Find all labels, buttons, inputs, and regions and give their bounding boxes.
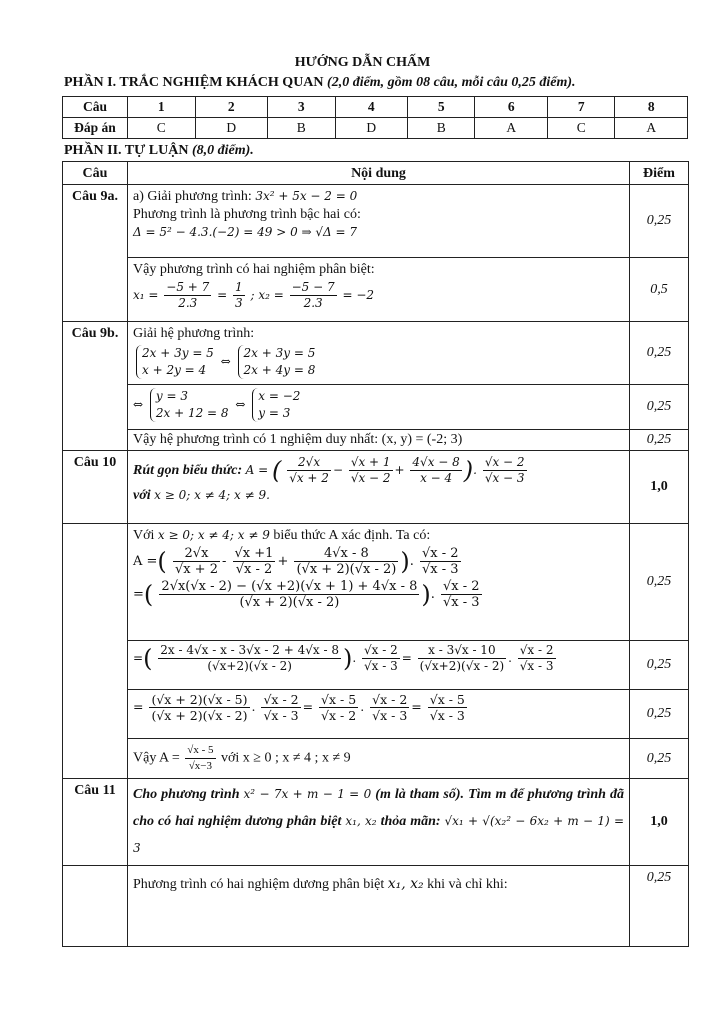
q10-expression: A = ( $\frac{2√x}{√x + 2}$ − $\frac{√x + 1}{√x - 2}$ + $\frac{4√x - 8}{x - 4}$ ). $\frac{√x - 2}{√x - 3}$ <box>245 455 525 485</box>
sys2-eq1: 2x + 3y = 5 <box>243 346 316 360</box>
x1-num: −5 + 7 <box>166 280 210 295</box>
frac-den: (√x+2)(√x - 2) <box>207 659 292 673</box>
equiv-symbol: ⇔ <box>220 354 231 369</box>
q9a-step2 <box>128 258 630 322</box>
q11-prompt <box>128 779 630 866</box>
frac-den: √x - 3 <box>421 562 459 577</box>
q10-step2 <box>128 641 630 690</box>
q10-s1-line2: =( $\frac{2√x(√x - 2) - (√x +2)(√x + 1) + 4√x - 8}{(√x + 2)(√x - 2)}$ ). $\frac{√x - 2}{√x - 3}$ <box>133 579 480 610</box>
frac-num: (√x + 2)(√x - 5) <box>151 692 248 707</box>
sys3-eq1: y = 3 <box>155 389 188 403</box>
mc-question: 6 <box>475 97 547 118</box>
frac-den: (√x+2)(√x - 2) <box>419 659 505 673</box>
x1-den: 2.3 <box>178 296 198 311</box>
frac-term <box>261 692 300 723</box>
q11-row-1 <box>63 866 689 947</box>
q10-s1-intro <box>133 528 624 544</box>
frac-den: √x - 3 <box>363 659 398 673</box>
q9b-score-3: 0,25 <box>630 430 689 451</box>
q11-prompt-2: (m là tham số). Tìm m để phương trình đã cho có hai nghiệm dương phân biệt <box>133 787 624 829</box>
frac-term <box>441 579 482 610</box>
frac-term <box>158 643 341 674</box>
x2-result: = −2 <box>342 288 375 303</box>
frac-den: √x - 3 <box>263 708 299 723</box>
q10-row-3 <box>63 690 689 739</box>
frac-term <box>294 546 398 577</box>
q11-step1-b: khi và chỉ khi: <box>427 877 508 892</box>
q10-expr-line <box>133 455 624 486</box>
mc-answer: A <box>475 118 547 139</box>
q9b-systems-2 <box>133 387 624 423</box>
frac-den: √x - 3 <box>429 708 465 723</box>
frac-term <box>362 643 400 674</box>
q11-score-1: 0,25 <box>630 866 689 947</box>
q10-s1-line1: A =( $\frac{2√x}{√x + 2}$ - $\frac{√x +1}{√x - 2}$ + $\frac{4√x - 8}{(√x + 2)(√x - 2)}$ ). $\frac{√x - 2}{√x - 3}$ <box>133 546 459 577</box>
frac-term <box>418 643 507 674</box>
q10-s2-line: =( $\frac{2x - 4√x - x - 3√x - 2 + 4√x - 8}{(√x+2)(√x - 2)}$ ). $\frac{√x - 2}{√x - 3}$ = $\frac{x - 3√x - 10}{(√x+2)(√x - 2)}$ . $\frac{√x - 2}{√x - 3}$ <box>133 643 554 673</box>
col-question-header: Câu <box>63 162 128 185</box>
frac-den: √x - 3 <box>519 659 554 673</box>
q10-score-2: 0,25 <box>630 641 689 690</box>
x2-den: 2.3 <box>303 296 323 311</box>
frac-num: √x - 5 <box>429 692 465 707</box>
frac-num: √x - 5 <box>321 692 357 707</box>
q10-s4-line <box>133 743 624 774</box>
frac-num: √x + 1 <box>350 455 391 469</box>
sys2-eq2: 2x + 4y = 8 <box>243 363 316 377</box>
frac-num: 2x - 4√x - x - 3√x - 2 + 4√x - 8 <box>160 643 339 657</box>
frac-den: √x − 2 <box>350 471 391 485</box>
q10-row-2 <box>63 641 689 690</box>
mc-answer: D <box>335 118 407 139</box>
s1-with: Với <box>133 528 155 543</box>
system-3 <box>150 388 229 422</box>
x2-fraction <box>290 280 337 311</box>
frac-den: √x + 2 <box>289 471 329 485</box>
q10-score-1: 0,25 <box>630 524 689 641</box>
q9b-step1 <box>128 322 630 385</box>
frac-num: 2√x <box>173 546 220 562</box>
q10-score-4: 0,25 <box>630 739 689 779</box>
q11-total-score: 1,0 <box>630 779 689 866</box>
system-2 <box>238 345 316 379</box>
q11-label: Câu 11 <box>63 779 128 866</box>
q11-equation: x² − 7x + m − 1 = 0 <box>243 787 372 801</box>
frac-term <box>173 546 220 577</box>
q9a-score-2: 0,5 <box>630 258 689 322</box>
frac-num: √x − 2 <box>484 455 525 469</box>
q9a-roots <box>133 280 624 311</box>
x2-label: ; x₂ = <box>250 288 284 303</box>
x1-rden: 3 <box>235 296 243 311</box>
equiv-symbol: ⇔ <box>133 397 144 412</box>
q11-step1 <box>128 866 630 947</box>
frac-term <box>410 455 461 486</box>
q10-row-4 <box>63 739 689 779</box>
mc-question: 7 <box>547 97 615 118</box>
frac-den: (√x + 2)(√x - 2) <box>151 708 248 723</box>
col-score-header: Điểm <box>630 162 689 185</box>
page-title: HƯỚNG DẪN CHẤM <box>294 55 431 70</box>
frac-den: x − 4 <box>420 471 453 485</box>
frac-den: √x − 3 <box>484 471 525 485</box>
q11-prompt-3: thỏa mãn: <box>380 814 441 829</box>
x2-num: −5 − 7 <box>291 280 335 295</box>
mc-answer: A <box>615 118 688 139</box>
q10-condition-line <box>133 488 624 504</box>
x1-eq: = <box>217 288 228 303</box>
s1-text: biểu thức A xác định. Ta có: <box>273 528 431 543</box>
q9a-discriminant: Δ = 5² − 4.3.(−2) = 49 > 0 ⇒ √Δ = 7 <box>133 225 358 239</box>
sys4-eq2: y = 3 <box>258 406 291 420</box>
frac-num: √x - 2 <box>363 643 398 657</box>
q10-step4 <box>128 739 630 779</box>
q9b-row-3 <box>63 430 689 451</box>
frac-term <box>159 579 419 610</box>
frac-den: (√x + 2)(√x - 2) <box>239 595 340 610</box>
frac-term <box>287 455 331 486</box>
frac-den: √x + 2 <box>174 562 218 577</box>
mc-answer: C <box>128 118 196 139</box>
system-1 <box>136 345 214 379</box>
frac-num: √x +1 <box>234 546 274 561</box>
sys1-eq1: 2x + 3y = 5 <box>142 346 214 360</box>
q9b-score-2: 0,25 <box>630 385 689 430</box>
mc-question-row <box>63 97 688 118</box>
part2-title: PHẦN II. TỰ LUẬN <box>64 143 189 158</box>
q9a-step1 <box>128 185 630 258</box>
q10-row-prompt <box>63 451 689 524</box>
q9b-label: Câu 9b. <box>63 322 128 451</box>
q9b-row-2 <box>63 385 689 430</box>
q9a-step1-text: Phương trình là phương trình bậc hai có: <box>133 207 361 222</box>
q11-step1-roots: x₁, x₂ <box>387 876 424 892</box>
x1-fraction <box>164 280 211 311</box>
mc-question: 2 <box>195 97 267 118</box>
frac-den: √x - 2 <box>321 708 357 723</box>
col-content-header: Nội dung <box>128 162 630 185</box>
q10-score-3: 0,25 <box>630 690 689 739</box>
frac-num: √x - 2 <box>519 643 554 657</box>
q11-blank <box>63 866 128 947</box>
mc-header-label: Câu <box>63 97 128 118</box>
frac-num: 4√x - 8 <box>294 546 398 562</box>
frac-num: √x - 2 <box>421 546 459 561</box>
q11-row-prompt <box>63 779 689 866</box>
q9b-step2 <box>128 385 630 430</box>
q9a-equation: 3x² + 5x − 2 = 0 <box>255 189 358 203</box>
q10-prompt <box>128 451 630 524</box>
x1-result <box>233 280 245 311</box>
q9b-systems-1 <box>133 344 624 380</box>
mc-answer: B <box>267 118 335 139</box>
mc-question: 8 <box>615 97 688 118</box>
q11-roots: x₁, x₂ <box>345 814 377 828</box>
q9b-row-1 <box>63 322 689 385</box>
frac-den: (√x + 2)(√x - 2) <box>296 562 397 577</box>
frac-den: √x−3 <box>188 760 213 772</box>
frac-num: x - 3√x - 10 <box>418 643 507 659</box>
s4-fraction <box>185 743 215 774</box>
frac-den: √x - 3 <box>443 595 480 610</box>
q9a-row-2 <box>63 258 689 322</box>
system-4 <box>252 388 300 422</box>
mc-answer: C <box>547 118 615 139</box>
sys3-eq2: 2x + 12 = 8 <box>155 406 229 420</box>
mc-answer-label: Đáp án <box>63 118 128 139</box>
mc-question: 1 <box>128 97 196 118</box>
frac-term <box>518 643 556 674</box>
s1-a: A = <box>133 554 158 569</box>
q10-step3 <box>128 690 630 739</box>
q9a-intro-line <box>133 189 624 205</box>
part1-heading <box>64 75 576 91</box>
q10-cond-label: với <box>133 488 151 503</box>
part2-heading <box>64 143 254 159</box>
sys4-eq1: x = −2 <box>258 389 301 403</box>
frac-term <box>319 692 358 723</box>
q9a-score-1: 0,25 <box>630 185 689 258</box>
frac-term <box>420 546 461 577</box>
s4-pre: Vậy A = <box>133 750 180 766</box>
multiple-choice-table <box>62 96 688 139</box>
essay-header-row <box>63 162 689 185</box>
expr-lhs: A = <box>245 463 272 477</box>
frac-den: √x - 3 <box>372 708 408 723</box>
q11-prompt-1: Cho phương trình <box>133 787 240 802</box>
q10-total-score: 1,0 <box>630 451 689 524</box>
mc-answer: B <box>407 118 475 139</box>
q10-step1 <box>128 524 630 641</box>
frac-term <box>483 455 527 486</box>
part1-note: (2,0 điểm, gồm 08 câu, mỗi câu 0,25 điểm). <box>327 75 576 90</box>
part2-note: (8,0 điểm). <box>191 143 254 158</box>
q10-label: Câu 10 <box>63 451 128 524</box>
q10-blank <box>63 524 128 779</box>
x1-rnum: 1 <box>235 280 243 295</box>
q10-cond: x ≥ 0; x ≠ 4; x ≠ 9. <box>154 488 270 502</box>
s4-text: với x ≥ 0 ; x ≠ 4 ; x ≠ 9 <box>221 750 351 766</box>
frac-num: √x - 5 <box>185 743 215 759</box>
q9a-row-1 <box>63 185 689 258</box>
mc-answer-row <box>63 118 688 139</box>
q9a-label: Câu 9a. <box>63 185 128 322</box>
frac-num: 2√x <box>287 455 331 471</box>
frac-term <box>349 455 393 486</box>
frac-num: √x - 2 <box>263 692 299 707</box>
sys1-eq2: x + 2y = 4 <box>142 363 207 377</box>
q11-step1-a: Phương trình có hai nghiệm dương phân biệt <box>133 877 385 892</box>
frac-num: √x - 2 <box>443 579 480 594</box>
q10-row-1 <box>63 524 689 641</box>
frac-term <box>370 692 409 723</box>
equiv-symbol: ⇔ <box>235 397 246 412</box>
q9b-score-1: 0,25 <box>630 322 689 385</box>
q10-s3-line: = $\frac{(√x + 2)(√x - 5)}{(√x + 2)(√x - 2)}$ . $\frac{√x - 2}{√x - 3}$ = $\frac{√x - 5}{√x - 2}$ . $\frac{√x - 2}{√x - 3}$ = $\frac{√x - 5}{√x - 3}$ <box>133 692 465 723</box>
frac-num: √x - 2 <box>372 692 408 707</box>
q9a-step2-text: Vậy phương trình có hai nghiệm phân biệt: <box>133 262 375 278</box>
mc-answer: D <box>195 118 267 139</box>
part1-title: PHẦN I. TRẮC NGHIỆM KHÁCH QUAN <box>64 75 324 90</box>
frac-term <box>428 692 467 723</box>
mc-question: 3 <box>267 97 335 118</box>
essay-table <box>62 161 689 947</box>
q10-prompt-text: Rút gọn biểu thức: <box>133 463 243 478</box>
x1-label: x₁ = <box>133 288 159 303</box>
frac-term <box>149 692 249 723</box>
q9b-intro: Giải hệ phương trình: <box>133 326 255 341</box>
q9b-conclusion: Vậy hệ phương trình có 1 nghiệm duy nhất: (x, y) = (-2; 3) <box>128 430 630 451</box>
s1-cond: x ≥ 0; x ≠ 4; x ≠ 9 <box>157 528 270 542</box>
mc-question: 4 <box>335 97 407 118</box>
mc-question: 5 <box>407 97 475 118</box>
frac-den: √x - 2 <box>235 562 273 577</box>
frac-num: 2√x(√x - 2) − (√x +2)(√x + 1) + 4√x - 8 <box>161 579 418 594</box>
frac-term <box>233 546 276 577</box>
q9a-intro: a) Giải phương trình: <box>133 189 252 204</box>
frac-num: 4√x − 8 <box>412 455 460 469</box>
q11-condition: √x₁ + √(x₂² − 6x₂ + m − 1) = 3 <box>133 814 625 855</box>
